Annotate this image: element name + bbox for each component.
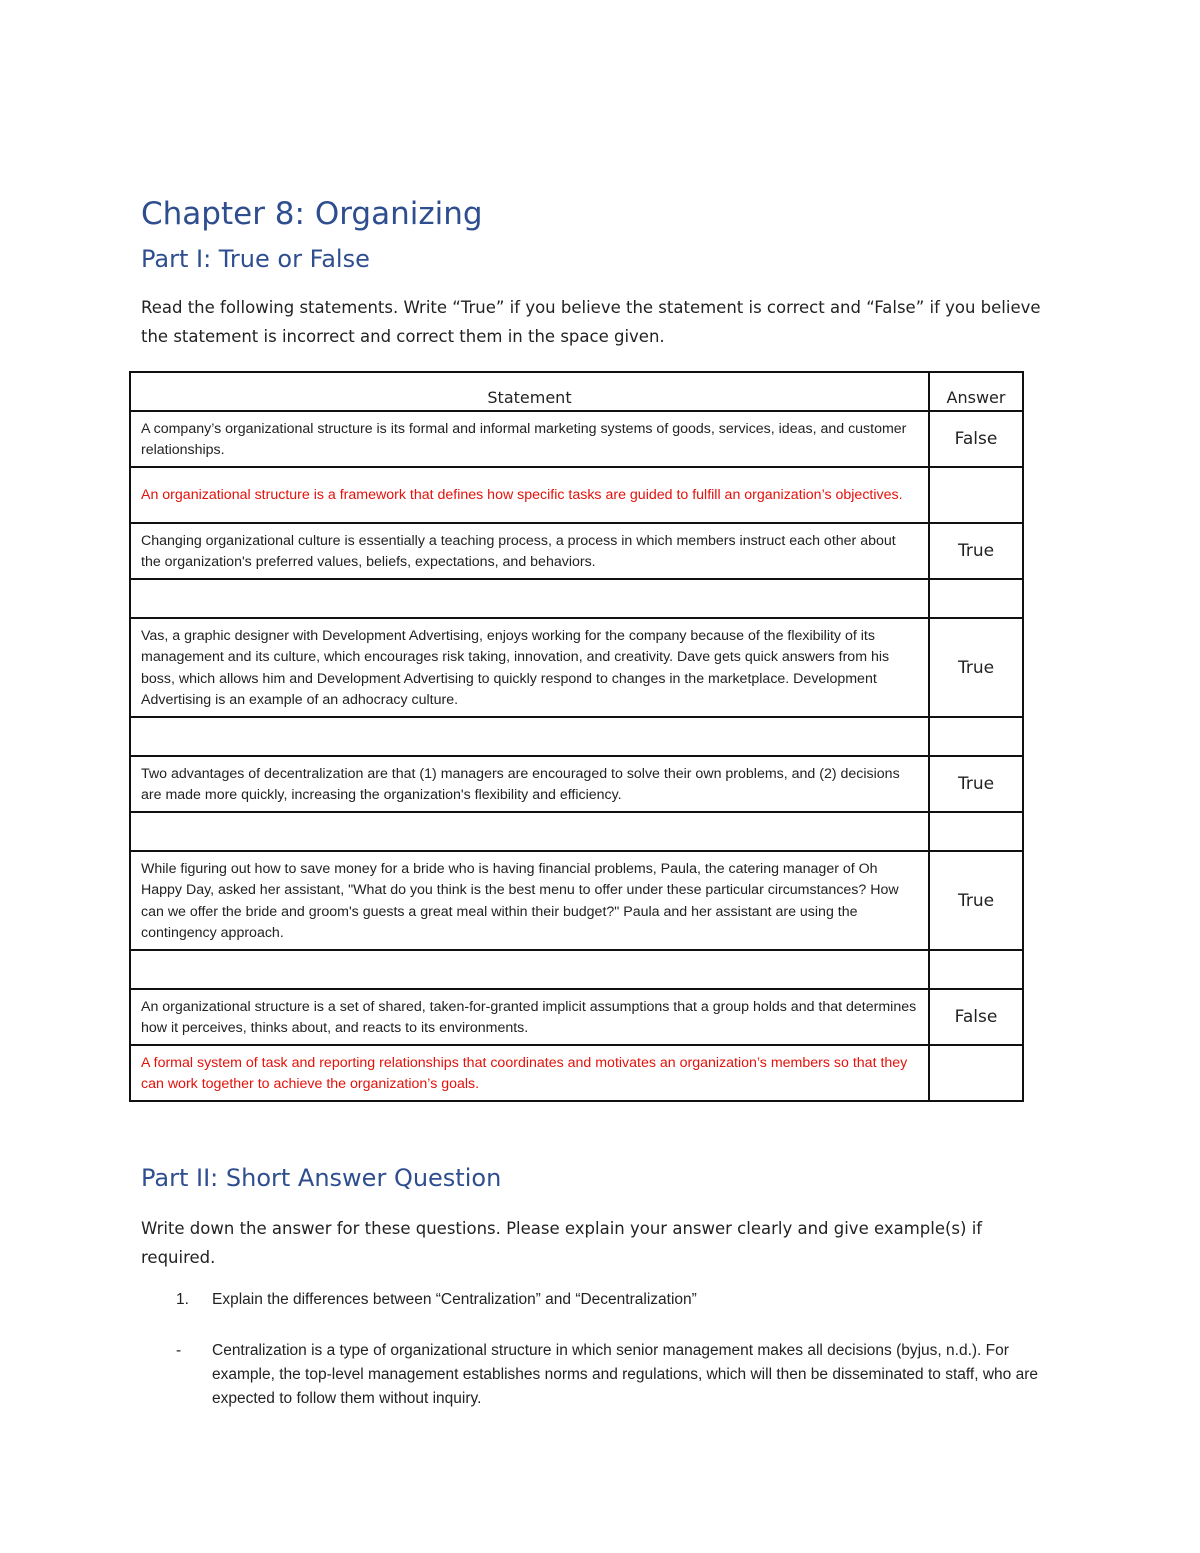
statement-cell: An organizational structure is a set of shared, taken-for-granted implicit assumptions that a group holds and that determines how it perceives, thinks about, and reacts to its environments. [130,989,929,1045]
page-title: Chapter 8: Organizing [141,196,483,232]
statement-cell: While figuring out how to save money for a bride who is having financial problems, Paula, the catering manager of Oh Happy Day, asked her assistant, "What do you think is the best menu to offer under these particular circumstances? How can we offer the bride and groom's guests a great meal within their budget?" Paula and her assistant are using the contingency approach. [130,851,929,950]
question-number: 1. [176,1291,189,1308]
correction-cell [130,717,929,756]
answer-text: Centralization is a type of organizational structure in which senior management makes all decisions (byjus, n.d.). For example, the top-level management establishes norms and regulations, which will then be disseminated to staff, who are expected to follow them without inquiry. [212,1342,1038,1407]
table-row [130,812,1023,851]
correction-cell [130,950,929,989]
statement-cell: A company’s organizational structure is its formal and informal marketing systems of goods, services, ideas, and customer relationships. [130,411,929,467]
question-text: Explain the differences between “Centralization” and “Decentralization” [212,1291,697,1308]
statement-cell: Two advantages of decentralization are that (1) managers are encouraged to solve their own problems, and (2) decisions are made more quickly, increasing the organization's flexibility and efficiency. [130,756,929,812]
answer-cell: True [929,523,1023,579]
header-answer: Answer [929,372,1023,411]
statement-cell: Changing organizational culture is essentially a teaching process, a process in which members instruct each other about the organization's preferred values, beliefs, expectations, and behaviors. [130,523,929,579]
table-row [130,756,1023,812]
question-1 [176,1291,697,1309]
answer-cell [929,1045,1023,1101]
answer-cell [929,579,1023,618]
correction-cell [130,579,929,618]
answer-cell: True [929,618,1023,717]
true-false-table [129,371,1024,1102]
table-row [130,950,1023,989]
part1-heading: Part I: True or False [141,245,370,273]
part1-instructions: Read the following statements. Write “True” if you believe the statement is correct and “False” if you believe the statement is incorrect and correct them in the space given. [141,298,1041,346]
header-statement: Statement [130,372,929,411]
answer-cell [929,950,1023,989]
answer-cell: True [929,756,1023,812]
answer-cell: False [929,989,1023,1045]
correction-cell [130,812,929,851]
table-row [130,411,1023,467]
dash-bullet: - [176,1342,182,1359]
answer-cell [929,717,1023,756]
table-header-row [130,372,1023,411]
table-row [130,579,1023,618]
table-row [130,1045,1023,1101]
correction-cell: An organizational structure is a framework that defines how specific tasks are guided to fulfill an organization’s objectives. [130,467,929,523]
answer-cell [929,467,1023,523]
answer-cell [929,812,1023,851]
correction-cell: A formal system of task and reporting relationships that coordinates and motivates an organization’s members so that they can work together to achieve the organization’s goals. [130,1045,929,1101]
answer-1 [176,1339,1056,1411]
part2-instructions: Write down the answer for these questions. Please explain your answer clearly and give example(s) if required. [141,1219,983,1267]
part2-heading: Part II: Short Answer Question [141,1164,502,1192]
table-row [130,851,1023,950]
table-row [130,467,1023,523]
answer-cell: False [929,411,1023,467]
answer-cell: True [929,851,1023,950]
table-row [130,618,1023,717]
table-row [130,989,1023,1045]
table-row [130,717,1023,756]
table-row [130,523,1023,579]
statement-cell: Vas, a graphic designer with Development Advertising, enjoys working for the company because of the flexibility of its management and its culture, which encourages risk taking, innovation, and creativity. Dave gets quick answers from his boss, which allows him and Development Advertising to quickly respond to changes in the marketplace. Development Advertising is an example of an adhocracy culture. [130,618,929,717]
